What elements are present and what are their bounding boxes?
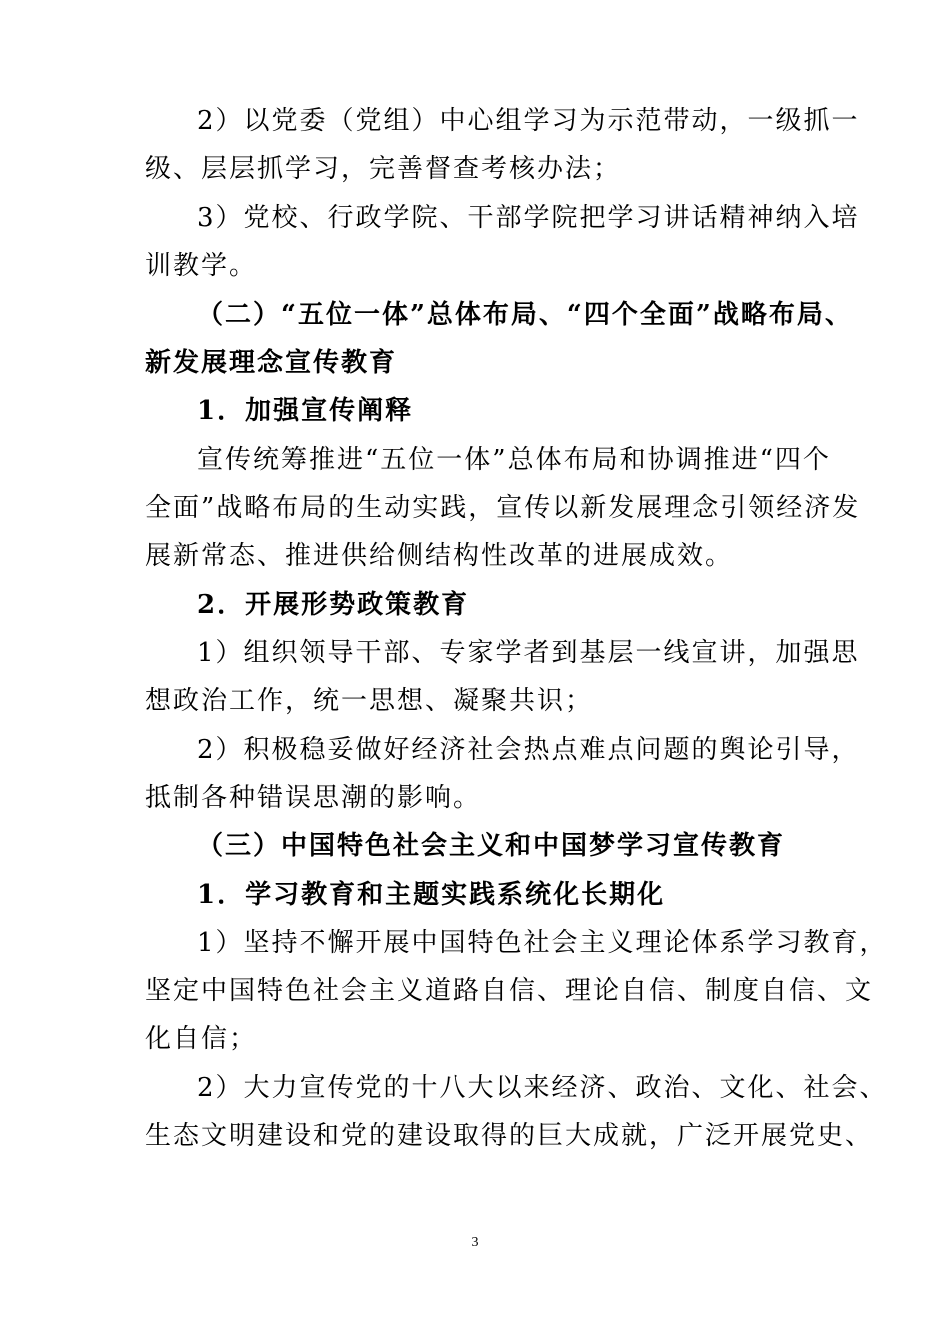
text-line: 化自信； (145, 1024, 258, 1054)
subsection-heading: 1．加强宣传阐释 (197, 396, 414, 426)
text-line: 3）党校、行政学院、干部学院把学习讲话精神纳入培 (197, 203, 860, 233)
text-line: 2）以党委（党组）中心组学习为示范带动，一级抓一 (197, 106, 860, 136)
text-line: 级、层层抓学习，完善督查考核办法； (145, 154, 622, 184)
text-line: 2）大力宣传党的十八大以来经济、政治、文化、社会、 (197, 1073, 888, 1103)
section-heading: （三）中国特色社会主义和中国梦学习宣传教育 (197, 831, 786, 861)
text-line: 展新常态、推进供给侧结构性改革的进展成效。 (145, 541, 734, 571)
page-number: 3 (471, 1235, 479, 1250)
text-line: 2）积极稳妥做好经济社会热点难点问题的舆论引导， (197, 735, 860, 765)
text-line: 训教学。 (145, 251, 258, 281)
section-heading: （二）“五位一体”总体布局、“四个全面”战略布局、 (197, 300, 853, 330)
text-line: 坚定中国特色社会主义道路自信、理论自信、制度自信、文 (145, 976, 874, 1006)
section-heading: 新发展理念宣传教育 (145, 348, 398, 378)
text-line: 全面”战略布局的生动实践，宣传以新发展理念引领经济发 (145, 493, 861, 523)
text-line: 抵制各种错误思潮的影响。 (145, 783, 482, 813)
subsection-heading: 1．学习教育和主题实践系统化长期化 (197, 880, 666, 910)
text-line: 宣传统筹推进“五位一体”总体布局和协调推进“四个 (197, 445, 831, 475)
text-line: 生态文明建设和党的建设取得的巨大成就，广泛开展党史、 (145, 1121, 874, 1151)
subsection-heading: 2．开展形势政策教育 (197, 590, 470, 620)
text-line: 想政治工作，统一思想、凝聚共识； (145, 686, 594, 716)
text-line: 1）坚持不懈开展中国特色社会主义理论体系学习教育， (197, 928, 888, 958)
text-line: 1）组织领导干部、专家学者到基层一线宣讲，加强思 (197, 638, 860, 668)
